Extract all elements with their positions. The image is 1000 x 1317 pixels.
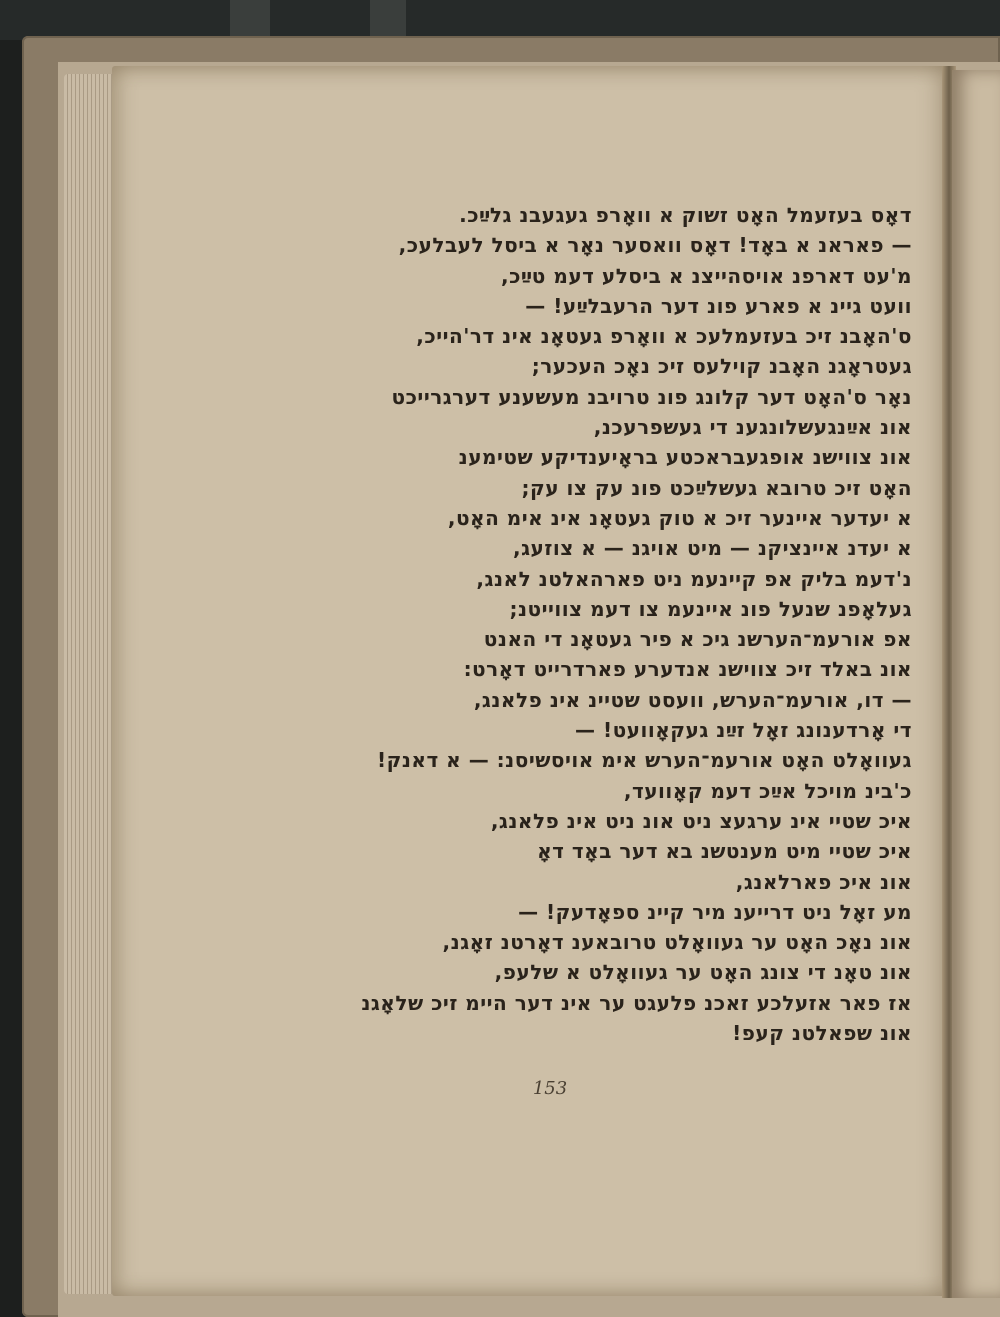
poem-line: אפ אורעמ־הערשנ גיכ א פיר געטאָנ די האנט bbox=[483, 627, 912, 652]
poem-line: געטראָגנ האָבנ קוילעס זיכ נאָכ העכער; bbox=[531, 354, 912, 379]
poem-text bbox=[300, 200, 912, 1048]
poem-line: נ'דעמ בליק אפ קיינעמ ניט פארהאלטנ לאנג, bbox=[476, 566, 912, 591]
poem-line: — דו, אורעמ־הערש, וועסט שטיינ אינ פלאנג, bbox=[473, 687, 912, 712]
poem-line: דאָס בעזעמל האָט זשוק א וואָרפ געגעבנ גלײַכ. bbox=[459, 203, 912, 227]
poem-line: די אָרדענונג זאָל זײַנ געקאָוועט! — bbox=[575, 718, 912, 743]
poem-line: געוואָלט האָט אורעמ־הערש אימ אויסשיסנ: — א דאנק! bbox=[376, 748, 912, 773]
poem-line: מ'עט דארפנ אויסהייצנ א ביסלע דעמ טײַכ, bbox=[501, 263, 912, 288]
background-slat bbox=[370, 0, 406, 40]
poem-line: אונ צווישנ אופגעבראכטע בראָיענדיקע שטימענ bbox=[458, 445, 912, 470]
poem-line: איכ שטיי אינ ערגעצ ניט אונ ניט אינ פלאנג, bbox=[490, 808, 912, 833]
poem-line: כ'בינ מויכל אײַכ דעמ קאָוועד, bbox=[623, 778, 912, 803]
background-strip bbox=[0, 0, 1000, 40]
poem-line: א יעדנ איינציקנ — מיט אויגנ — א צוזעג, bbox=[512, 536, 912, 561]
poem-line: וועט גיינ א פארע פונ דער הרעבלײַע! — bbox=[525, 293, 912, 318]
poem-line: אונ שפאלטנ קעפ! bbox=[732, 1021, 912, 1046]
poem-line: — פאראנ א באָד! דאָס וואסער נאָר א ביסל לעבלעכ, bbox=[398, 233, 912, 258]
poem-line: מע זאָל ניט דרייענ מיר קיינ ספאָדעק! — bbox=[518, 899, 912, 924]
page-number: 153 bbox=[532, 1078, 568, 1099]
poem-line: אונ נאָכ האָט ער געוואָלט טרובאענ דאָרטנ זאָגנ, bbox=[442, 930, 912, 955]
poem-line: איכ שטיי מיט מענטשנ בא דער באָד דאָ bbox=[537, 839, 912, 864]
poem-line: ס'האָבנ זיכ בעזעמלעכ א וואָרפ געטאָנ אינ דר'הייכ, bbox=[416, 324, 912, 349]
poem-line: אונ איכ פארלאנג, bbox=[735, 869, 912, 894]
poem-line: אונ טאָנ די צונג האָט ער געוואָלט א שלעפ, bbox=[494, 960, 912, 985]
poem-line: נאָר ס'האָט דער קלונג פונ טרויבנ מעשענע דערגרייכט bbox=[391, 384, 912, 409]
poem-line: אונ באלד זיכ צווישנ אנדערע פארדרייט דאָרט: bbox=[463, 657, 912, 682]
poem-line: אונ אײַנגעשלונגענ די געשפרעכנ, bbox=[593, 415, 912, 440]
poem-line: האָט זיכ טרובא געשלײַכט פונ עק צו עק; bbox=[521, 475, 912, 500]
background-slat bbox=[230, 0, 270, 40]
facing-page bbox=[952, 70, 1000, 1298]
poem-line: געלאָפנ שנעל פונ איינעמ צו דעמ צווייטנ; bbox=[509, 596, 912, 621]
poem-line: א יעדער איינער זיכ א טוק געטאָנ אינ אימ האָט, bbox=[447, 505, 912, 530]
poem-line: אז פאר אזעלכע זאכנ פלעגט ער אינ דער היימ זיכ שלאָגנ bbox=[361, 990, 912, 1015]
